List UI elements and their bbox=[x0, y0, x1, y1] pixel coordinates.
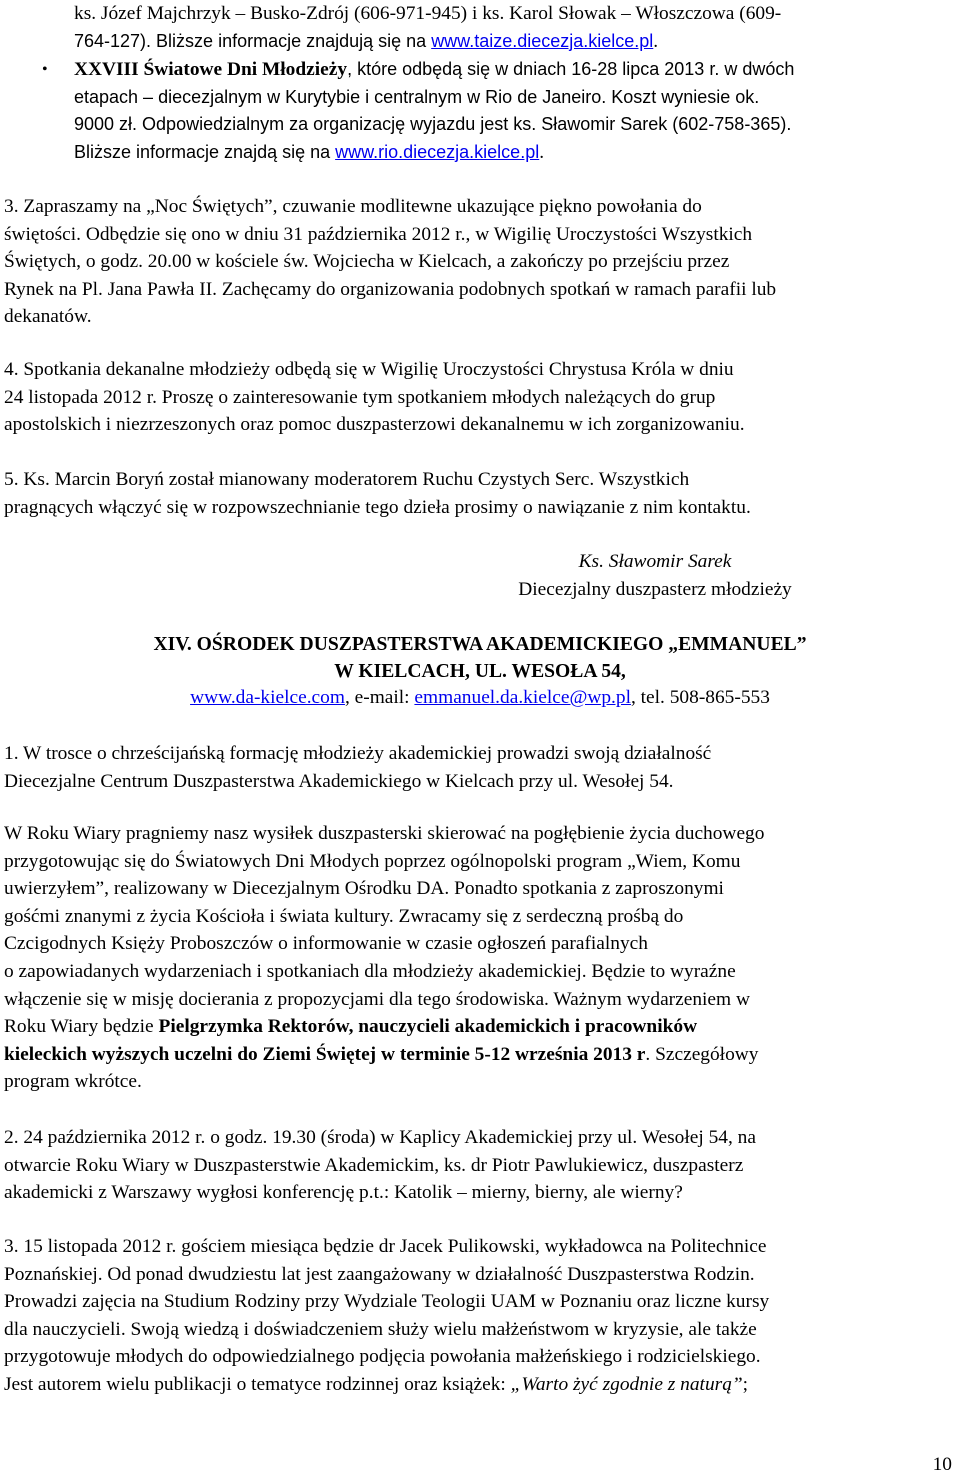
section-contacts bbox=[0, 684, 960, 712]
text-segment: . Szczegółowy bbox=[645, 1043, 759, 1065]
paragraph-5 bbox=[4, 466, 959, 521]
text-line: 3. Zapraszamy na „Noc Świętych”, czuwanie modlitewne ukazujące piękno powołania do bbox=[4, 196, 702, 217]
paragraph-4 bbox=[4, 356, 959, 439]
bold-segment: kieleckich wyższych uczelni do Ziemi Świętej w terminie 5-12 września 2013 r bbox=[4, 1043, 646, 1065]
text-line: Czcigodnych Księży Proboszczów o informowanie w czasie ogłoszeń parafialnych bbox=[4, 933, 648, 955]
text-line: apostolskich i niezrzeszonych oraz pomoc duszpasterzowi dekanalnemu w ich zorganizowaniu. bbox=[4, 414, 745, 436]
section-title: XIV. OŚRODEK DUSZPASTERSTWA AKADEMICKIEGO „EMMANUEL” bbox=[153, 634, 807, 655]
bold-segment: Pielgrzymka Rektorów, nauczycieli akademickich i pracowników bbox=[158, 1016, 698, 1038]
text-segment: Roku Wiary będzie bbox=[4, 1016, 159, 1038]
section-address: W KIELCACH, UL. WESOŁA 54, bbox=[334, 661, 626, 682]
text-line: gośćmi znanymi z życia Kościoła i świata kultury. Zwracamy się z serdeczną prośbą do bbox=[4, 905, 684, 927]
text-line: dla nauczycieli. Swoją wiedzą i doświadczeniem służy wielu małżeństwom w kryzysie, ale także bbox=[4, 1318, 757, 1340]
text-line: 3. 15 listopada 2012 r. gościem miesiąca będzie dr Jacek Pulikowski, wykładowca na Politechnice bbox=[4, 1236, 767, 1257]
text-line: 5. Ks. Marcin Boryń został mianowany moderatorem Ruchu Czystych Serc. Wszystkich bbox=[4, 469, 690, 490]
website-link[interactable]: www.da-kielce.com bbox=[190, 687, 345, 708]
page-number: 10 bbox=[932, 1454, 952, 1475]
text-line: program wkrótce. bbox=[4, 1071, 142, 1093]
signature-name bbox=[175, 548, 960, 576]
text-segment: . bbox=[653, 30, 659, 52]
text-line: 24 listopada 2012 r. Proszę o zainteresowanie tym spotkaniem młodych należących do grup bbox=[4, 386, 716, 408]
text-line: otwarcie Roku Wiary w Duszpasterstwie Akademickim, ks. dr Piotr Pawlukiewicz, duszpasterz bbox=[4, 1154, 744, 1176]
phone-text: , tel. 508-865-553 bbox=[630, 687, 770, 708]
text-line: włączenie się w misję docierania z propozycjami dla tego środowiska. Ważnym wydarzeniem w bbox=[4, 988, 750, 1010]
book-title: „Warto żyć zgodnie z naturą” bbox=[510, 1373, 743, 1395]
section-paragraph-1 bbox=[4, 740, 959, 795]
text-line: Świętych, o godz. 20.00 w kościele św. Wojciecha w Kielcach, a zakończy po przejściu przez bbox=[4, 251, 730, 273]
text-line bbox=[74, 139, 959, 167]
text-line: Poznańskiej. Od ponad dwudziestu lat jest zaangażowany w działalność Duszpasterstwa Rodzin. bbox=[4, 1263, 755, 1285]
text-segment: 764-127). Bliższe informacje znajdują się na bbox=[74, 30, 432, 51]
text-line: etapach – diecezjalnym w Kurytybie i centralnym w Rio de Janeiro. Koszt wyniesie ok. bbox=[74, 86, 760, 107]
text-line: W Roku Wiary pragniemy nasz wysiłek duszpasterski skierować na pogłębienie życia duchowego bbox=[4, 823, 765, 844]
text-line: Rynek na Pl. Jana Pawła II. Zachęcamy do organizowania podobnych spotkań w ramach parafii lub bbox=[4, 278, 777, 300]
text-line: dekanatów. bbox=[4, 306, 92, 328]
text-line: uwierzyłem”, realizowany w Diecezjalnym Ośrodku DA. Ponadto spotkania z zaproszonymi bbox=[4, 878, 724, 900]
text-line: przygotowuje młodych do odpowiedzialnego podjęcia powołania małżeńskiego i rodzicielskiego. bbox=[4, 1346, 761, 1368]
text-line: 2. 24 października 2012 r. o godz. 19.30 (środa) w Kaplicy Akademickiej przy ul. Wesołej 54, na bbox=[4, 1127, 756, 1148]
text-line bbox=[4, 1041, 959, 1069]
rio-link[interactable]: www.rio.diecezja.kielce.pl bbox=[335, 141, 540, 162]
section-paragraph-1b bbox=[4, 820, 959, 1096]
text-segment: . bbox=[539, 141, 545, 163]
signature-role: Diecezjalny duszpasterz młodzieży bbox=[518, 579, 792, 600]
text-line: 1. W trosce o chrześcijańską formację młodzieży akademickiej prowadzi swoją działalność bbox=[4, 743, 712, 764]
text-line: akademicki z Warszawy wygłosi konferencję p.t.: Katolik – mierny, bierny, ale wierny? bbox=[4, 1182, 683, 1204]
text-line: 4. Spotkania dekanalne młodzieży odbędą się w Wigilię Uroczystości Chrystusa Króla w dniu bbox=[4, 359, 734, 380]
taize-link[interactable]: www.taize.diecezja.kielce.pl bbox=[431, 30, 654, 51]
text-line bbox=[4, 1013, 959, 1041]
text-line: pragnących włączyć się w rozpowszechnianie tego dzieła prosimy o nawiązanie z nim kontaktu. bbox=[4, 496, 751, 518]
wdm-title: XXVIII Światowe Dni Młodzieży bbox=[74, 59, 348, 80]
email-link[interactable]: emmanuel.da.kielce@wp.pl bbox=[414, 687, 631, 708]
continuation-paragraph bbox=[74, 0, 959, 55]
text-line: o zapowiadanych wydarzeniach i spotkaniach dla młodzieży akademickiej. Będzie to wyraźne bbox=[4, 960, 736, 982]
text-line bbox=[74, 28, 959, 56]
text-line: Diecezjalne Centrum Duszpasterstwa Akademickiego w Kielcach przy ul. Wesołej 54. bbox=[4, 770, 674, 792]
text-line: przygotowując się do Światowych Dni Młodych poprzez ogólnopolski program „Wiem, Komu bbox=[4, 850, 741, 872]
text-segment: Jest autorem wielu publikacji o tematyce rodzinnej oraz książek: bbox=[4, 1373, 511, 1395]
text-line: ks. Józef Majchrzyk – Busko-Zdrój (606-971-945) i ks. Karol Słowak – Włoszczowa (609- bbox=[74, 3, 782, 24]
text-line: świętości. Odbędzie się ono w dniu 31 października 2012 r., w Wigilię Uroczystości Wszystkich bbox=[4, 223, 753, 245]
section-paragraph-3 bbox=[4, 1233, 959, 1399]
signature-name-text: Ks. Sławomir Sarek bbox=[578, 551, 732, 572]
wdm-bullet-item bbox=[74, 56, 959, 166]
text-line bbox=[74, 56, 959, 84]
bullet-icon: • bbox=[42, 61, 48, 78]
section-paragraph-2 bbox=[4, 1124, 959, 1207]
text-segment: Bliższe informacje znajdą się na bbox=[74, 141, 336, 162]
text-line bbox=[4, 1371, 959, 1399]
text-line: Prowadzi zajęcia na Studium Rodziny przy Wydziale Teologii UAM w Poznaniu oraz liczne kursy bbox=[4, 1291, 770, 1313]
text-segment: , które odbędą się w dniach 16-28 lipca 2013 r. w dwóch bbox=[347, 59, 795, 79]
email-label: , e-mail: bbox=[344, 687, 415, 708]
text-segment: ; bbox=[742, 1373, 749, 1395]
text-line: 9000 zł. Odpowiedzialnym za organizację wyjazdu jest ks. Sławomir Sarek (602-758-365). bbox=[74, 114, 792, 135]
paragraph-3 bbox=[4, 193, 959, 331]
